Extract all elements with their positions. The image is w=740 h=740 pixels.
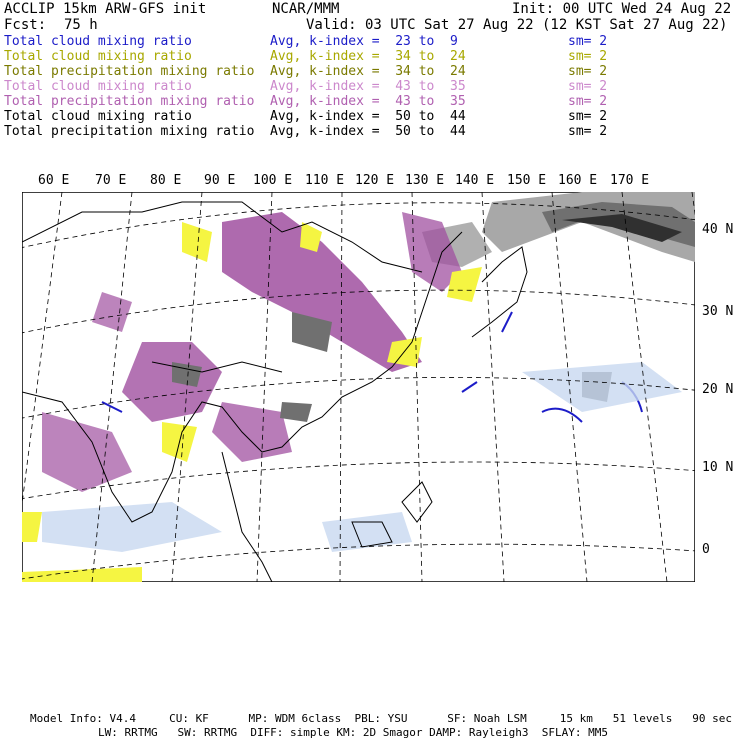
legend-row-sm: sm= 2 bbox=[568, 124, 608, 139]
legend-row-avg: Avg, k-index = 43 to 35 bbox=[270, 79, 466, 94]
forecast-hour: 75 h bbox=[64, 17, 98, 33]
model-info-line2: LW: RRTMG SW: RRTMG DIFF: simple KM: 2D Smagor DAMP: Rayleigh3 SFLAY: MM5 bbox=[98, 726, 608, 739]
legend-row-field: Total precipitation mixing ratio bbox=[4, 94, 255, 109]
legend-row-avg: Avg, k-index = 50 to 44 bbox=[270, 109, 466, 124]
legend-row-field: Total precipitation mixing ratio bbox=[4, 124, 255, 139]
lon-label: 110 E bbox=[305, 173, 345, 188]
lat-label: 30 N bbox=[702, 304, 734, 319]
lon-label: 130 E bbox=[405, 173, 445, 188]
lat-label: 0 bbox=[702, 542, 710, 557]
map-panel bbox=[22, 192, 695, 582]
legend-row-avg: Avg, k-index = 34 to 24 bbox=[270, 49, 466, 64]
legend-row-field: Total precipitation mixing ratio bbox=[4, 64, 255, 79]
forecast-label: Fcst: bbox=[4, 17, 47, 33]
lon-label: 70 E bbox=[95, 173, 127, 188]
legend-row-sm: sm= 2 bbox=[568, 79, 608, 94]
legend-row-avg: Avg, k-index = 50 to 44 bbox=[270, 124, 466, 139]
legend-row-sm: sm= 2 bbox=[568, 34, 608, 49]
lon-label: 120 E bbox=[355, 173, 395, 188]
legend-row-sm: sm= 2 bbox=[568, 64, 608, 79]
legend-row-sm: sm= 2 bbox=[568, 49, 608, 64]
legend-row-avg: Avg, k-index = 34 to 24 bbox=[270, 64, 466, 79]
lon-label: 80 E bbox=[150, 173, 182, 188]
lon-label: 90 E bbox=[204, 173, 236, 188]
lon-label: 140 E bbox=[455, 173, 495, 188]
lat-label: 10 N bbox=[702, 460, 734, 475]
legend-row-avg: Avg, k-index = 43 to 35 bbox=[270, 94, 466, 109]
legend-row-field: Total cloud mixing ratio bbox=[4, 34, 192, 49]
legend-row-sm: sm= 2 bbox=[568, 94, 608, 109]
lon-label: 170 E bbox=[610, 173, 650, 188]
lon-label: 60 E bbox=[38, 173, 70, 188]
init-time: Init: 00 UTC Wed 24 Aug 22 bbox=[512, 1, 732, 17]
valid-time: Valid: 03 UTC Sat 27 Aug 22 (12 KST Sat 27 Aug 22) bbox=[306, 17, 728, 33]
legend-row-field: Total cloud mixing ratio bbox=[4, 109, 192, 124]
legend-row-field: Total cloud mixing ratio bbox=[4, 79, 192, 94]
lon-label: 160 E bbox=[558, 173, 598, 188]
organization: NCAR/MMM bbox=[272, 1, 340, 17]
lon-label: 100 E bbox=[253, 173, 293, 188]
legend-row-field: Total cloud mixing ratio bbox=[4, 49, 192, 64]
lon-label: 150 E bbox=[507, 173, 547, 188]
legend-row-avg: Avg, k-index = 23 to 9 bbox=[270, 34, 458, 49]
lat-label: 20 N bbox=[702, 382, 734, 397]
model-info-line1: Model Info: V4.4 CU: KF MP: WDM 6class PBL: YSU SF: Noah LSM 15 km 51 levels 90 sec bbox=[30, 712, 732, 725]
legend-row-sm: sm= 2 bbox=[568, 109, 608, 124]
model-title: ACCLIP 15km ARW-GFS init bbox=[4, 1, 207, 17]
lat-label: 40 N bbox=[702, 222, 734, 237]
